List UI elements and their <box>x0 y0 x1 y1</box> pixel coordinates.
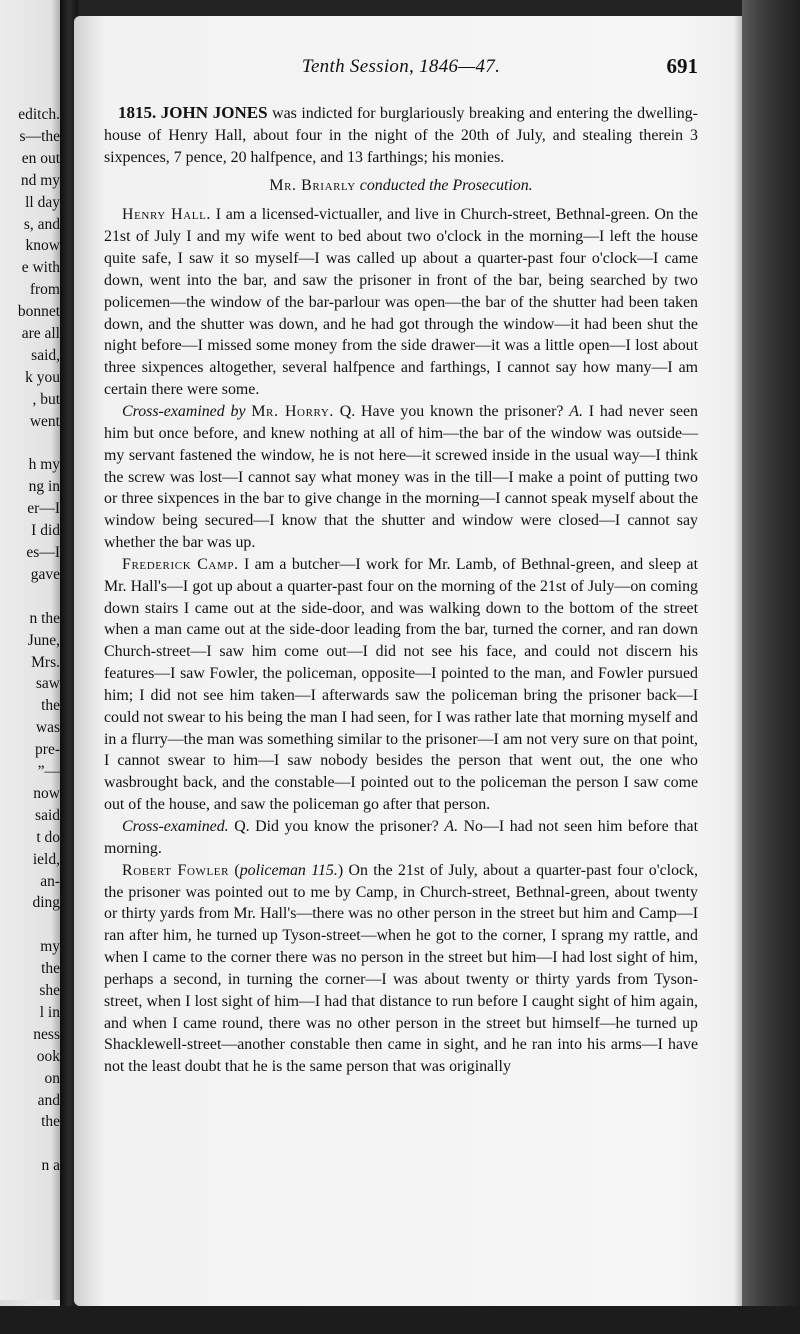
page-number: 691 <box>666 54 698 78</box>
case-entry <box>104 102 698 169</box>
left-page-fragment: the <box>41 1113 60 1131</box>
left-page-fragment: said, <box>31 346 60 364</box>
question-text: Q. Did you know the prisoner? <box>228 818 445 835</box>
witness-name: Frederick Camp. <box>122 555 239 573</box>
left-page-fragment: Mrs. <box>31 653 60 671</box>
left-page-fragment: s, and <box>23 215 60 233</box>
left-page-fragment: h my <box>28 456 60 474</box>
testimony-paragraph: Robert Fowler (policeman 115.) On the 21st of July, about a quarter-past four o'clock, the prisoner was pointed out to me by Camp, in Church-street, Bethnal-green, about twenty or thirty yards from Mr. Hall's—there was no other person in the street but him and Camp—I ran after him, he turned up Tyson-street—when he got to the corner, I sprang my rattle, and when I came to the corner there was no person in the street but him—I had lost sight of him, perhaps a second, in turning the corner—I was about twenty or thirty yards from Tyson-street, when I lost sight of him—I had that distance to run before I caught sight of him again, and when I came round, there was no other person in the street but himself—he turned up Shacklewell-street—another constable then came in sight, and he ran into his arms—I have not the least doubt that he is the same person that was originally <box>104 861 698 1076</box>
left-page-fragment: ”— <box>37 763 60 780</box>
running-head: Tenth Session, 1846—47. <box>301 56 501 77</box>
left-page-fragment: ll day <box>25 193 60 211</box>
left-page-fragment: ding <box>32 894 60 912</box>
left-page-fragment: nd my <box>20 171 60 189</box>
left-page-fragment: es—I <box>26 544 60 561</box>
left-page-fragment: my <box>40 938 60 956</box>
witness-name: Robert Fowler <box>122 861 230 879</box>
left-page-fragment: ng in <box>28 478 60 496</box>
left-page-edge <box>0 0 64 1300</box>
left-page-fragment: en out <box>21 149 60 167</box>
scan-bottom-border <box>0 1306 800 1334</box>
left-page-fragment: e with <box>21 259 60 277</box>
prosecution-note <box>104 175 698 197</box>
page-body <box>104 102 698 1078</box>
left-page-fragment: bonnet <box>17 303 60 321</box>
left-page-fragment: n the <box>29 609 60 627</box>
testimony-text: I am a butcher—I work for Mr. Lamb, of Bethnal-green, and sleep at Mr. Hall's—I got up about a quarter-past four on the morning of the 21st of July—on coming down stairs I came out at the side-door, and was walking down to the bottom of the street when a man came out at the side-door leading from the bar, turned the corner, and ran down Church-street—I saw him come out—I did not see his face, and could not discern his features—I saw Fowler, the policeman, opposite—I pointed to the man, and Fowler pursued him; I did not see him taken—I afterwards saw the policeman bring the prisoner back—I could not swear to his being the man I had seen, for I was rather late that morning myself and in a flurry—the man was something similar to the prisoner—I am not very sure on that point, I cannot swear to him—I saw nobody besides the person that went out, the one who wasbrought back, and the constable—I pointed out to the policeman the person I saw come out of the house, and saw the policeman go after that person. <box>104 555 698 814</box>
left-page-fragment: she <box>39 982 60 999</box>
left-page-fragment: ield, <box>32 850 60 868</box>
left-page-fragment: said <box>35 806 60 824</box>
left-page-fragment: er—I <box>27 500 60 518</box>
answer-label: A. <box>569 402 583 420</box>
case-number: 1815. <box>118 103 157 122</box>
left-page-fragment: on <box>44 1069 60 1087</box>
left-page-fragment: s—the <box>19 127 60 145</box>
left-page-fragment: saw <box>35 675 60 693</box>
prosecutor-name: Mr. Briarly <box>269 176 356 194</box>
witness-name: Henry Hall. <box>122 206 211 224</box>
counsel-name: Mr. Horry. <box>251 402 334 420</box>
testimony-text: On the 21st of July, about a quarter-past four o'clock, the prisoner was pointed out to me by Camp, in Church-street, Bethnal-green, about twenty or thirty yards from Mr. Hall's—there was no other person in the street but him and Camp—I ran after him, he turned up Tyson-street—when he got to the corner, I sprang my rattle, and when I came to the corner there was no person in the street but him—I had lost sight of him, perhaps a second, in turning the corner—I was about twenty or thirty yards from Tyson-street, when I lost sight of him—I had that distance to run before I caught sight of him again, and when I came round, there was no other person in the street but himself—he turned up Shacklewell-street—another constable then came in sight, and he ran into his arms—I have not the least doubt that he is the same person that was originally <box>104 861 698 1076</box>
left-page-fragment: l in <box>39 1003 60 1021</box>
left-page-fragment: an- <box>40 872 60 890</box>
prosecution-note-text: conducted the Prosecution. <box>355 176 533 194</box>
left-page-fragment: went <box>29 412 60 430</box>
left-page-fragment: editch. <box>18 106 60 123</box>
testimony-paragraph <box>104 204 698 401</box>
cross-examination-label: Cross-examined. <box>122 818 229 835</box>
cross-examination-paragraph <box>104 401 698 554</box>
cross-examination-label: Cross-examined by <box>122 402 246 420</box>
left-page-fragment: the <box>41 697 60 715</box>
left-page-fragment: ook <box>36 1047 60 1065</box>
page-edge-shadow <box>742 0 800 1334</box>
left-page-fragment: pre- <box>35 741 60 759</box>
testimony-text: I am a licensed-victualler, and live in Church-street, Bethnal-green. On the 21st of July I and my wife went to bed about two o'clock in the morning—I left the house quite safe, I saw it so myself—I was called up about a quarter-past four o'clock—I came down, went into the bar, and saw the prisoner in front of the bar, being searched by two policemen—the window of the bar-parlour was open—the bar of the shutter had been taken down, and the shutter was down, and he had got through the window—it had been shut the night before—I missed some money from the side drawer—it was a little open—I lost about three sixpences altogether, several halfpence and farthings, I cannot say how many—I am certain there were some. <box>104 206 698 399</box>
left-page-fragment: gave <box>30 565 60 583</box>
question-text: Q. Have you known the prisoner? <box>333 402 570 420</box>
answer-text: I had never seen him but once before, and knew nothing at all of him—the bar of the window was outside—my servant fastened the window, he is not here—it screwed inside in the usual way—I think the screw was lost—I cannot say what money was in the till—I make a point of putting two or three sixpences in the bar to give change in the morning—I cannot speak myself about the window being secured—I know that the shutter and window were closed—I cannot say whether the bar was up. <box>104 402 698 552</box>
left-page-fragment: was <box>35 719 60 737</box>
left-page-fragment: k you <box>25 368 60 386</box>
left-page-fragment: n a <box>41 1157 60 1175</box>
left-page-fragment: June, <box>27 631 60 649</box>
answer-text: No—I had not seen him before that morning. <box>104 818 698 857</box>
testimony-paragraph <box>104 554 698 816</box>
defendant-name: JOHN JONES <box>160 103 268 122</box>
left-page-fragment: I did <box>31 522 60 540</box>
left-page-fragment: now <box>33 784 60 802</box>
left-page-fragment: know <box>25 237 60 255</box>
left-page-fragment: t do <box>36 828 60 846</box>
page-header <box>104 54 698 84</box>
left-page-fragment: , but <box>32 390 60 408</box>
left-page-fragment: ness <box>33 1025 60 1043</box>
left-page-fragment: and <box>37 1091 60 1109</box>
left-page-fragment: are all <box>21 325 60 342</box>
answer-label: A. <box>444 818 459 835</box>
cross-examination-paragraph <box>104 816 698 860</box>
witness-note: policeman 115. <box>239 861 338 879</box>
left-page-fragment: from <box>29 281 60 299</box>
left-page-fragment: the <box>41 960 60 978</box>
indictment-text: was indicted for burglariously breaking and entering the dwelling-house of Henry Hall, about four in the night of the 20th of July, and stealing therein 3 sixpences, 7 pence, 20 halfpence, and 13 farthings; his monies. <box>104 105 698 166</box>
